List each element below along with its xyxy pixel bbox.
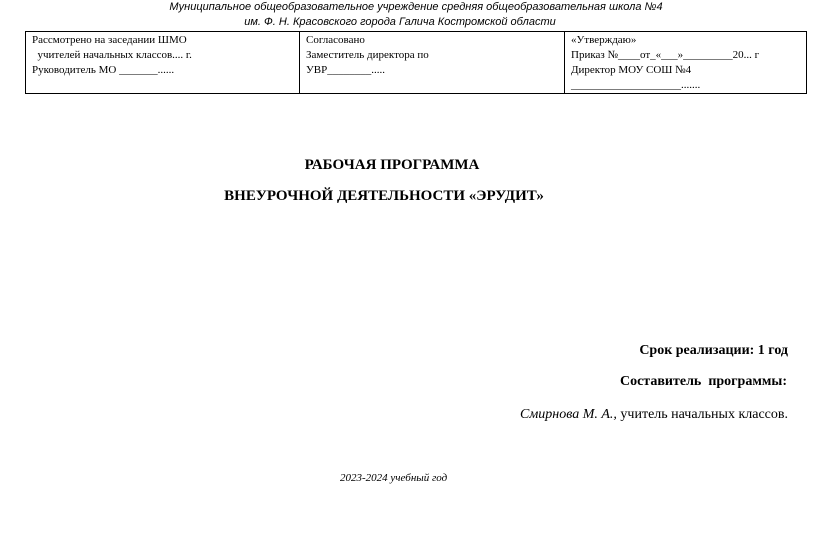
program-subtitle: ВНЕУРОЧНОЙ ДЕЯТЕЛЬНОСТИ «ЭРУДИТ» <box>224 188 544 204</box>
implementation-term: Срок реализации: 1 год <box>639 343 788 358</box>
reviewed-cell <box>26 32 300 94</box>
reviewed-line: Рассмотрено на заседании ШМО <box>32 34 187 46</box>
school-location-line: им. Ф. Н. Красовского города Галича Костромской области <box>244 16 556 28</box>
agreed-line: УВР________..... <box>306 64 385 76</box>
approved-cell <box>565 32 807 94</box>
agreed-cell <box>300 32 565 94</box>
author-name: Смирнова М. А., <box>520 407 617 422</box>
approved-line: «Утверждаю» <box>571 34 637 46</box>
compiler-label: Составитель программы: <box>619 374 787 389</box>
approved-line: ____________________....... <box>571 79 701 91</box>
reviewed-line: учителей начальных классов.... г. <box>32 49 192 61</box>
program-title: РАБОЧАЯ ПРОГРАММА <box>304 157 480 173</box>
approved-line: Директор МОУ СОШ №4 <box>571 64 692 76</box>
reviewed-line: Руководитель МО _______...... <box>32 64 175 76</box>
approval-table <box>25 31 807 94</box>
agreed-line: Согласовано <box>306 34 365 46</box>
academic-year: 2023-2024 учебный год <box>340 472 448 484</box>
school-name-line: Муниципальное общеобразовательное учреждение средняя общеобразовательная школа №4 <box>169 1 663 13</box>
agreed-line: Заместитель директора по <box>306 49 429 61</box>
author-role: учитель начальных классов. <box>616 407 788 422</box>
approved-line: Приказ №____от_«___»_________20... г <box>571 49 760 61</box>
author-line <box>520 407 788 423</box>
